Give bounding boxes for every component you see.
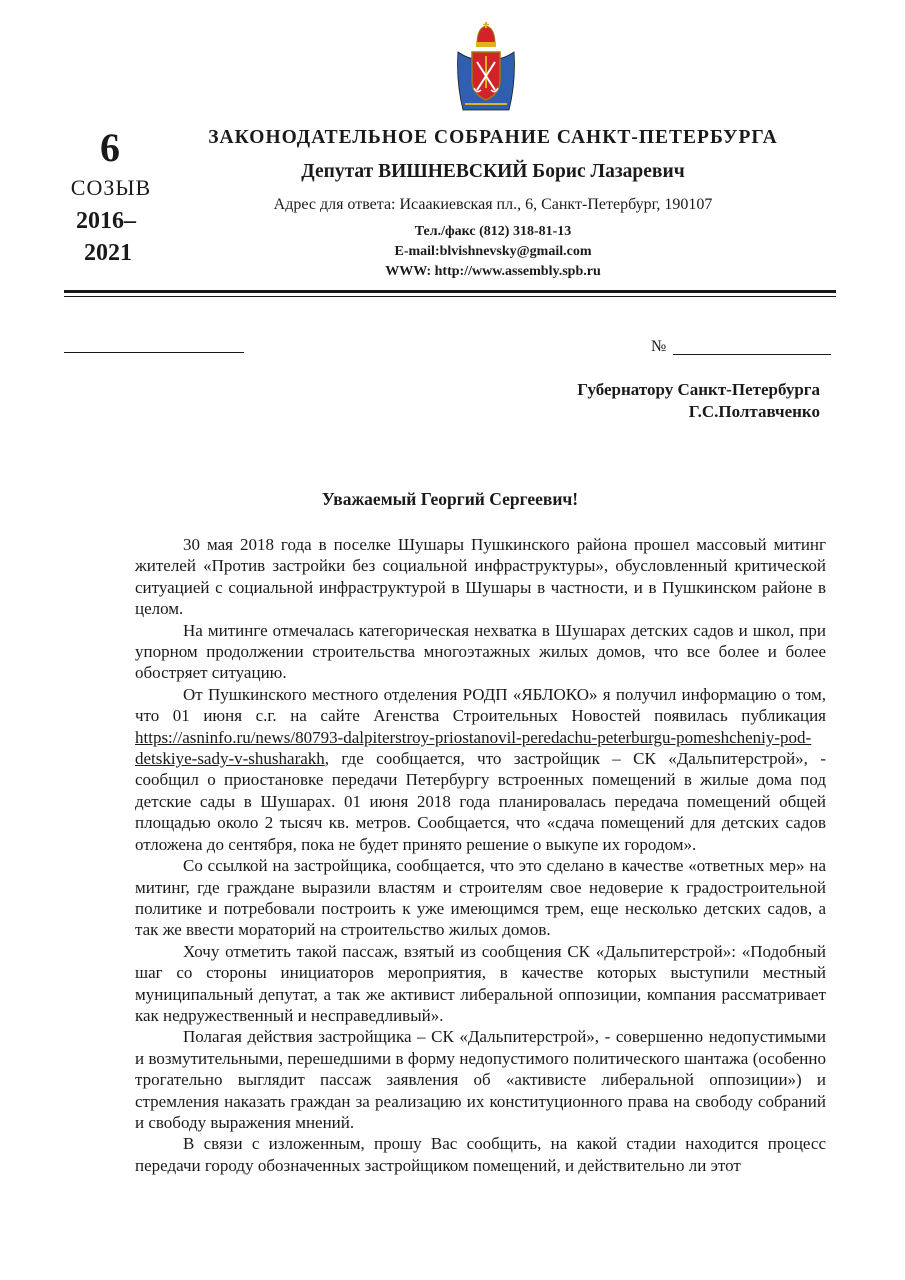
phone-fax: Тел./факс (812) 318-81-13 — [414, 224, 572, 239]
date-blank-line — [64, 352, 244, 353]
spb-coat-of-arms-icon — [455, 22, 517, 114]
header-divider-thin — [64, 296, 836, 297]
header-divider-thick — [64, 290, 836, 293]
addressee-name: Г.С.Полтавченко — [688, 402, 820, 421]
paragraph-7: В связи с изложенным, прошу Вас сообщить, на какой стадии находится процесс передачи городу обозначенных застройщиком помещений, и действительно ли этот — [135, 1134, 826, 1175]
paragraph-1: 30 мая 2018 года в поселке Шушары Пушкинского района прошел массовый митинг жителей «Против застройки без социальной инфраструктуры», обусловленный критической ситуацией с социальной инфраструктурой в Шушары в частности, и в Пушкинском районе в целом. — [135, 535, 826, 619]
paragraph-5: Хочу отметить такой пассаж, взятый из сообщения СК «Дальпитерстрой»: «Подобный шаг со стороны инициаторов мероприятия, в качестве которых выступили местный муниципальный депутат, а так же активист либеральной оппозиции, компания рассматривает как недружественный и несправедливый». — [135, 941, 826, 1025]
convocation-years-start: 2016– — [76, 208, 136, 234]
paragraph-3-intro: От Пушкинского местного отделения РОДП «ЯБЛОКО» я получил информацию о том, что 01 июня с.г. на сайте Агенства Строительных Новостей появилась публикация — [135, 684, 826, 726]
registration-number-field — [651, 337, 831, 357]
convocation-label: СОЗЫВ — [70, 175, 152, 200]
number-sign: № — [651, 338, 667, 355]
convocation-number: 6 — [100, 125, 120, 170]
paragraph-2: На митинге отмечалась категорическая нехватка в Шушарах детских садов и школ, при упорном продолжении строительства многоэтажных жилых домов, что все более и более обостряет ситуацию. — [135, 620, 826, 683]
organization-name: ЗАКОНОДАТЕЛЬНОЕ СОБРАНИЕ САНКТ-ПЕТЕРБУРГА — [208, 127, 778, 148]
paragraph-4: Со ссылкой на застройщика, сообщается, что это сделано в качестве «ответных мер» на митинг, где граждане выразили властям и строителям свое недоверие к градостроительной политике и потребовали построить к уже имеющимся трем, еще несколько детских садов, а так же ввести мораторий на строительство жилых домов. — [135, 856, 826, 940]
number-blank-line — [673, 354, 831, 355]
addressee-title: Губернатору Санкт-Петербурга — [577, 380, 820, 399]
letter-body — [135, 534, 826, 1176]
email: E-mail:blvishnevsky@gmail.com — [394, 244, 592, 259]
paragraph-3-rest: , где сообщается, что застройщик – СК «Дальпитерстрой», - сообщил о приостановке передачи Петербургу встроенных помещений в жилые дома под детские сады в Шушарах. 01 июня 2018 года планировалась передача помещений общей площадью около 2 тысяч кв. метров. Сообщается, что «сдача помещений для детских садов отложена до сентября, пока не будет принято решение о выкупе их городом». — [135, 749, 826, 854]
website: WWW: http://www.assembly.spb.ru — [385, 264, 601, 279]
salutation: Уважаемый Георгий Сергеевич! — [321, 489, 579, 509]
paragraph-6: Полагая действия застройщика – СК «Дальпитерстрой», - совершенно недопустимыми и возмутительными, перешедшими в форму недопустимого политического шантажа (особенно трогательно выглядит пассаж заявления об «активисте либеральной оппозиции») и стремления наказать граждан за реализацию их конституционного права на свободу собраний и свободу выражения мнений. — [135, 1027, 826, 1132]
publication-link[interactable]: https://asninfo.ru/news/80793-dalpiterstroy-priostanovil-peredachu-peterburgu-pomeshcheniy-pod-detskiye-sady-v-shusharakh — [135, 727, 812, 769]
paragraph-3 — [135, 684, 826, 855]
deputy-name: Депутат ВИШНЕВСКИЙ Борис Лазаревич — [301, 161, 685, 182]
return-address: Адрес для ответа: Исаакиевская пл., 6, Санкт-Петербург, 190107 — [273, 196, 713, 213]
convocation-years-end: 2021 — [84, 240, 132, 266]
